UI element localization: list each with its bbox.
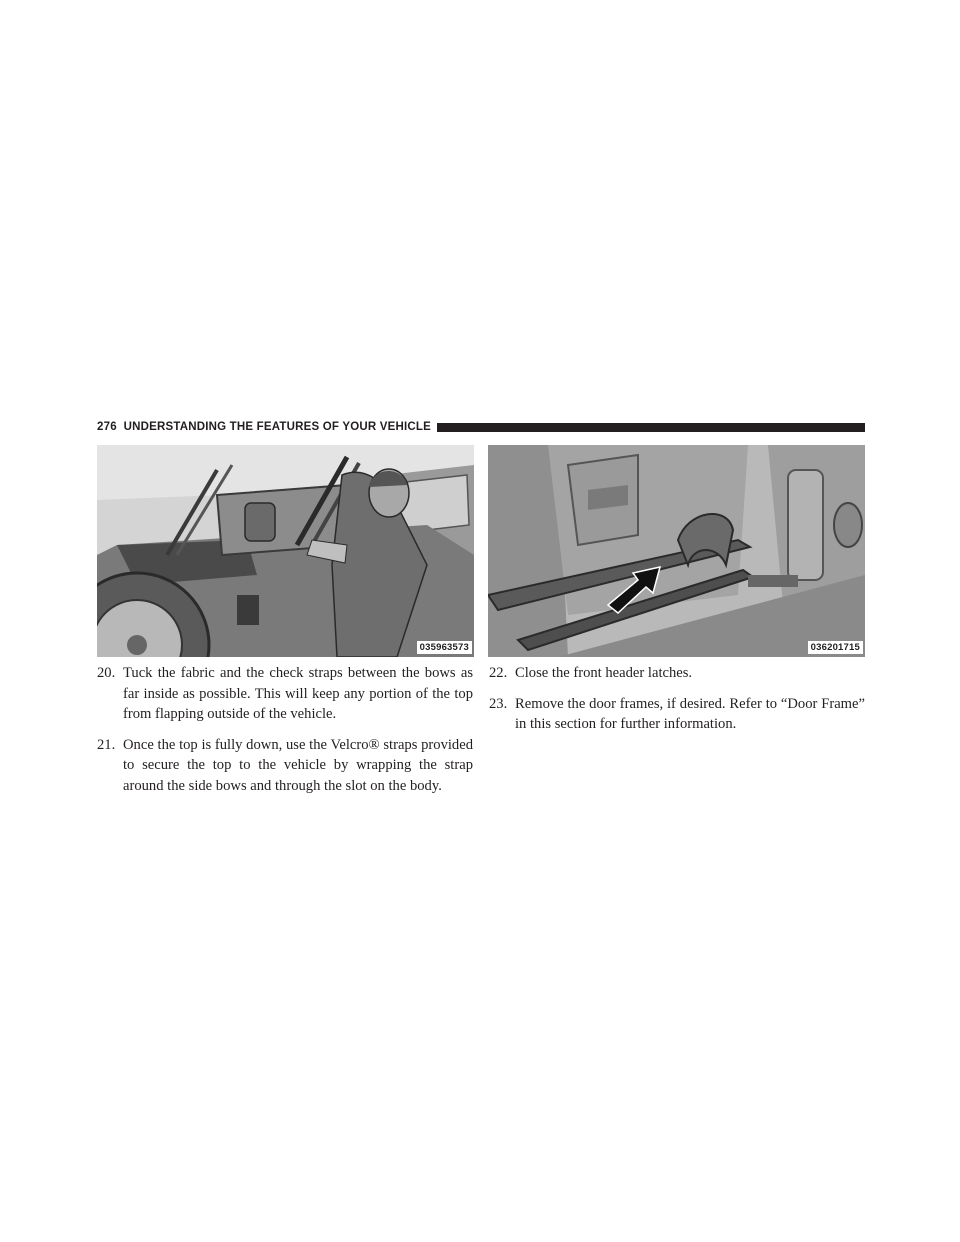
step-number: 22. [489, 665, 508, 681]
figure-label: 035963573 [417, 641, 472, 654]
step-text: Close the front header latches. [515, 665, 693, 681]
step-text: Tuck the fabric and the check straps between the bows as far inside as possible. This will keep any portion of the top from flapping outside of the vehicle. [123, 665, 473, 722]
person-folding-soft-top-illustration [97, 445, 474, 657]
step-number: 20. [97, 665, 116, 681]
figure-folding-top [97, 445, 474, 657]
velcro-strap-on-side-bow-illustration [488, 445, 865, 657]
section-title: UNDERSTANDING THE FEATURES OF YOUR VEHICLE [123, 421, 432, 433]
figure-velcro-strap [488, 445, 865, 657]
step-20 [97, 663, 473, 725]
page-number: 276 [97, 421, 117, 433]
instructions-right-column [489, 663, 865, 745]
step-23 [489, 694, 865, 735]
step-number: 21. [97, 736, 116, 753]
page-header [97, 419, 865, 435]
step-number: 23. [489, 695, 508, 712]
step-text: Remove the door frames, if desired. Refer to “Door Frame” in this section for further information. [515, 695, 865, 732]
figure-label: 036201715 [808, 641, 863, 654]
page-header-text [97, 421, 431, 433]
step-21 [97, 735, 473, 797]
instructions-left-column [97, 663, 473, 806]
header-rule [437, 423, 865, 432]
step-text: Once the top is fully down, use the Velcro® straps provided to secure the top to the vehicle by wrapping the strap around the side bows and through the slot on the body. [123, 736, 473, 794]
step-22 [489, 663, 865, 684]
